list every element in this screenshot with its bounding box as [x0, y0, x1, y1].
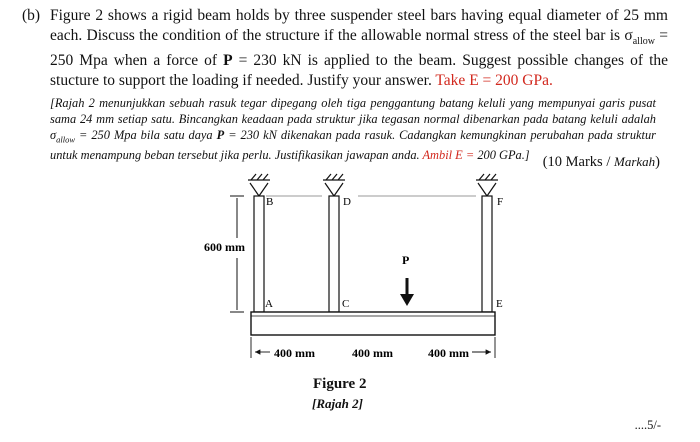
figure-subtitle: [Rajah 2] [312, 396, 363, 411]
label-d: D [343, 196, 351, 208]
spacing-label-1: 400 mm [274, 346, 315, 360]
page-number: ....5/- [634, 418, 661, 432]
question-part1: Figure 2 shows a rigid beam holds by three suspender steel bars having equal diameter of 25 mm each. Discuss the condition of the structure if the allowable normal stress of the steel bar is σ [50, 7, 668, 44]
load-label: P [402, 253, 410, 267]
figure-title: Figure 2 [313, 376, 367, 392]
translation-part1: [Rajah 2 menunjukkan sebuah rasuk tegar dipegang oleh tiga penggantung batang keluli yang mempunyai garis pusat sama 24 mm setiap satu. Bincangkan keadaan pada struktur jika tegasan normal dibenarkan pada batang keluli adalah σ [50, 96, 656, 142]
marks-ms: Markah [613, 154, 656, 169]
label-f: F [497, 196, 504, 208]
height-dimension [230, 196, 244, 312]
translation-part3: = 230 kN dikenakan pada rasuk. Cadangkan kemungkinan perubahan pada struktur untuk menampung beban tersebut jika perlu. Justifikasikan jawapan anda. [50, 127, 657, 162]
marks-close: ) [655, 154, 660, 170]
rigid-beam [251, 312, 495, 335]
label-b: B [266, 196, 274, 208]
translation-end: 200 GPa.] [474, 147, 530, 162]
support-b [248, 174, 270, 196]
question-part2: = 250 Mpa when a force of [50, 26, 668, 70]
load-arrow-head [400, 294, 414, 306]
question-allow-subscript: allow [632, 35, 655, 47]
marks-en: (10 Marks / [542, 154, 614, 170]
translation-force-symbol: P [216, 127, 225, 142]
bar-ef [482, 196, 492, 312]
question-label: (b) [22, 7, 41, 24]
question-force-symbol: P [223, 52, 233, 70]
bar-cd [329, 196, 339, 312]
translation-allow-subscript: allow [56, 134, 76, 145]
support-f [476, 174, 498, 196]
question-take-e: Take E = 200 GPa. [435, 71, 553, 89]
spacing-label-3: 400 mm [428, 346, 469, 360]
label-c: C [342, 298, 350, 310]
spacing-label-2: 400 mm [352, 346, 393, 360]
height-label: 600 mm [204, 240, 245, 254]
bar-ab [254, 196, 264, 312]
translation-ambil-e: Ambil E = [422, 147, 475, 162]
label-a: A [265, 298, 273, 310]
translation-part2: = 250 Mpa bila satu daya [75, 127, 217, 142]
label-e: E [496, 298, 503, 310]
question-part3: = 230 kN is applied to the beam. Suggest possible changes of the stucture to support the loading if needed. Justify your answer. [50, 52, 668, 89]
support-d [323, 174, 345, 196]
